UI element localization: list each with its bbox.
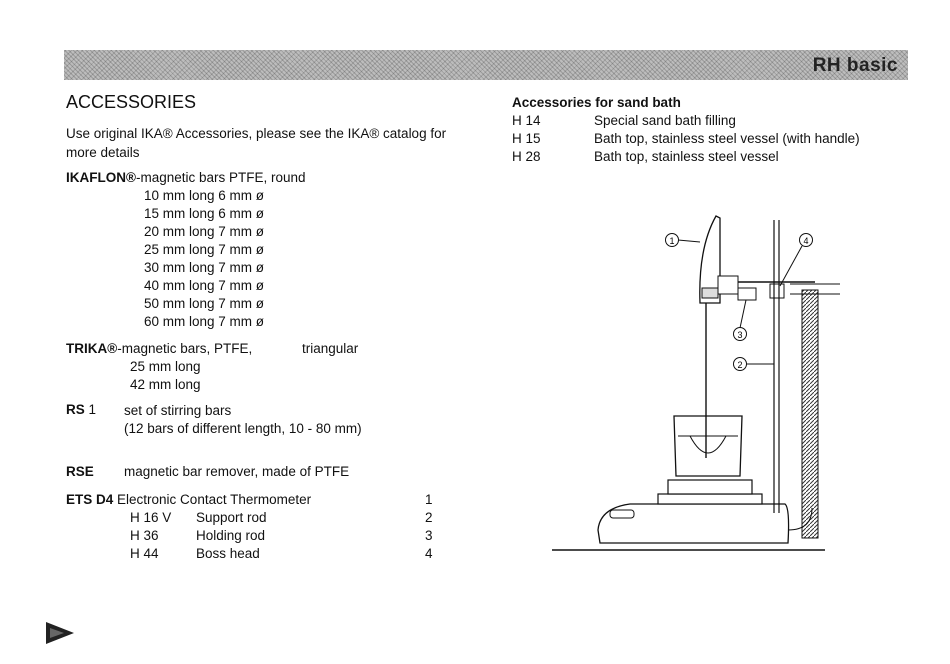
rse-code: RSE — [66, 464, 94, 479]
ets-item-desc: Boss head — [196, 546, 260, 561]
plate-rim — [668, 480, 752, 494]
rs1-code-text: RS — [66, 402, 85, 417]
ikaflon-desc: -magnetic bars PTFE, round — [135, 170, 306, 185]
trika-name: TRIKA® — [66, 341, 118, 356]
holding-rod-end — [738, 288, 756, 300]
sand-item-desc: Special sand bath filling — [594, 113, 736, 128]
rs1-code — [66, 402, 96, 417]
sand-item-code: H 15 — [512, 131, 541, 146]
ets-desc: Electronic Contact Thermometer — [117, 492, 312, 507]
ets-item-num: 4 — [425, 546, 433, 561]
sand-item-desc: Bath top, stainless steel vessel (with handle) — [594, 131, 860, 146]
hot-plate — [658, 494, 762, 504]
list-item: 20 mm long 7 mm ø — [144, 224, 265, 239]
ets-item-code: H 36 — [130, 528, 159, 543]
beaker — [674, 416, 742, 476]
callout-label: 4 — [803, 236, 809, 246]
next-page-arrow-icon — [44, 620, 78, 646]
rse-desc: magnetic bar remover, made of PTFE — [124, 464, 350, 479]
ets-item-num: 2 — [425, 510, 433, 525]
list-item: 60 mm long 7 mm ø — [144, 314, 265, 329]
list-item: 50 mm long 7 mm ø — [144, 296, 265, 311]
intro-line-1: Use original IKA® Accessories, please see the IKA® catalog for — [66, 126, 447, 141]
rs1-line-1: set of stirring bars — [124, 403, 232, 418]
ets-heading — [66, 492, 311, 507]
ets-item-code: H 44 — [130, 546, 159, 561]
list-item: 40 mm long 7 mm ø — [144, 278, 265, 293]
boss-head — [770, 284, 784, 298]
clamp — [718, 276, 738, 294]
rs1-line-2: (12 bars of different length, 10 - 80 mm) — [124, 421, 362, 436]
ets-item-num: 3 — [425, 528, 433, 543]
intro-line-2: more details — [66, 145, 140, 160]
list-item: 10 mm long 6 mm ø — [144, 188, 265, 203]
sand-item-desc: Bath top, stainless steel vessel — [594, 149, 779, 164]
trika-shape: triangular — [302, 341, 359, 356]
cable-hatch — [802, 290, 818, 538]
ikaflon-list — [144, 187, 264, 331]
sand-bath-title: Accessories for sand bath — [512, 95, 681, 110]
intro-text — [66, 124, 446, 162]
ets-code: ETS D4 — [66, 492, 114, 507]
trika-desc: -magnetic bars, PTFE, — [117, 341, 253, 356]
callout-label: 1 — [669, 236, 675, 246]
callout-label: 3 — [737, 330, 743, 340]
list-item: 25 mm long — [130, 359, 201, 374]
header-band — [64, 50, 908, 80]
list-item: 30 mm long 7 mm ø — [144, 260, 265, 275]
ikaflon-name: IKAFLON® — [66, 170, 136, 185]
apparatus-illustration — [550, 208, 850, 558]
rs1-desc — [124, 402, 362, 438]
callout-label: 2 — [737, 360, 743, 370]
sand-item-code: H 28 — [512, 149, 541, 164]
ikaflon-heading — [66, 170, 306, 185]
list-item: 42 mm long — [130, 377, 201, 392]
accessories-heading: ACCESSORIES — [66, 92, 197, 112]
ets-item-code: H 16 V — [130, 510, 172, 525]
stirrer-knob — [610, 510, 634, 518]
list-item: 15 mm long 6 mm ø — [144, 206, 265, 221]
ets-item-desc: Support rod — [196, 510, 267, 525]
ets-item-desc: Holding rod — [196, 528, 266, 543]
trika-list — [130, 358, 201, 394]
rs1-num: 1 — [88, 402, 97, 417]
sand-item-code: H 14 — [512, 113, 541, 128]
trika-heading — [66, 341, 252, 356]
list-item: 25 mm long 7 mm ø — [144, 242, 265, 257]
header-title: RH basic — [812, 55, 898, 76]
thermometer-body — [702, 288, 718, 298]
ets-num: 1 — [425, 492, 433, 507]
